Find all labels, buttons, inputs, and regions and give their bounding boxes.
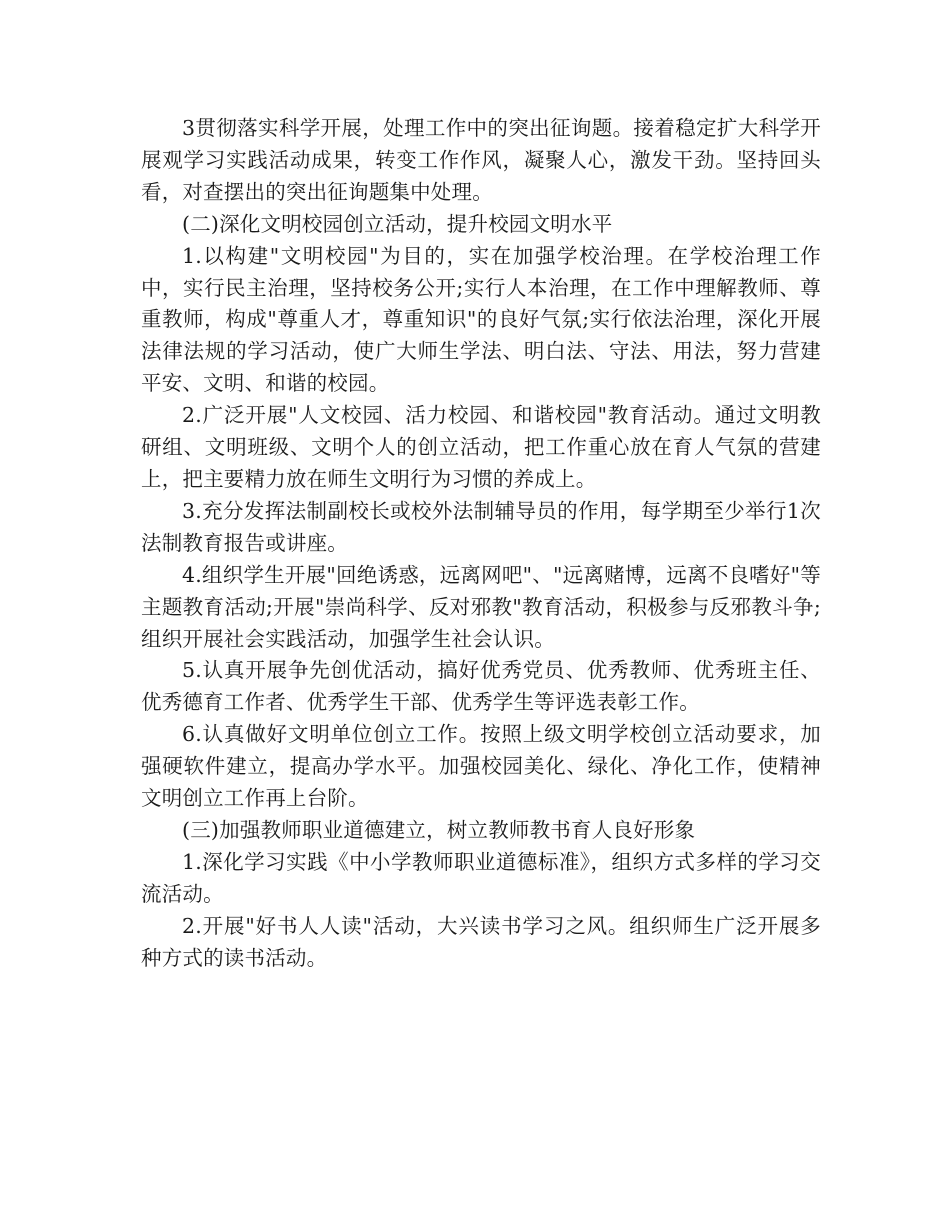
paragraph-item-2-1: 1.以构建"文明校园"为目的，实在加强学校治理。在学校治理工作中，实行民主治理，坚持校务公开;实行人本治理，在工作中理解教师、尊重教师，构成"尊重人才，尊重知识"的良好气氛;实行依法治理，深化开展法律法规的学习活动，使广大师生学法、明白法、守法、用法，努力营建平安、文明、和谐的校园。 [141,243,821,396]
paragraph-item-3-1: 1.深化学习实践《中小学教师职业道德标准》，组织方式多样的学习交流活动。 [141,849,821,906]
paragraph-item-2-4: 4.组织学生开展"回绝诱惑，远离网吧"、"远离赌博，远离不良嗜好"等主题教育活动;开展"崇尚科学、反对邪教"教育活动，积极参与反邪教斗争;组织开展社会实践活动，加强学生社会认识。 [141,562,821,651]
paragraph-item-2-5: 5.认真开展争先创优活动，搞好优秀党员、优秀教师、优秀班主任、优秀德育工作者、优秀学生干部、优秀学生等评选表彰工作。 [141,658,821,715]
paragraph-item-3-2: 2.开展"好书人人读"活动，大兴读书学习之风。组织师生广泛开展多种方式的读书活动。 [141,913,821,970]
paragraph-item-2-3: 3.充分发挥法制副校长或校外法制辅导员的作用，每学期至少举行1次法制教育报告或讲座。 [141,498,821,555]
section-heading-2: (二)深化文明校园创立活动，提升校园文明水平 [182,211,613,236]
paragraph-continuation: 3贯彻落实科学开展，处理工作中的突出征询题。接着稳定扩大科学开展观学习实践活动成果，转变工作作风，凝聚人心，激发干劲。坚持回头看，对查摆出的突出征询题集中处理。 [141,116,821,204]
paragraph-item-2-6: 6.认真做好文明单位创立工作。按照上级文明学校创立活动要求，加强硬软件建立，提高办学水平。加强校园美化、绿化、净化工作，使精神文明创立工作再上台阶。 [141,722,821,811]
paragraph-item-2-2: 2.广泛开展"人文校园、活力校园、和谐校园"教育活动。通过文明教研组、文明班级、文明个人的创立活动，把工作重心放在育人气氛的营建上，把主要精力放在师生文明行为习惯的养成上。 [141,403,821,491]
section-heading-3: (三)加强教师职业道德建立，树立教师教书育人良好形象 [182,817,696,842]
document-body [141,113,821,974]
